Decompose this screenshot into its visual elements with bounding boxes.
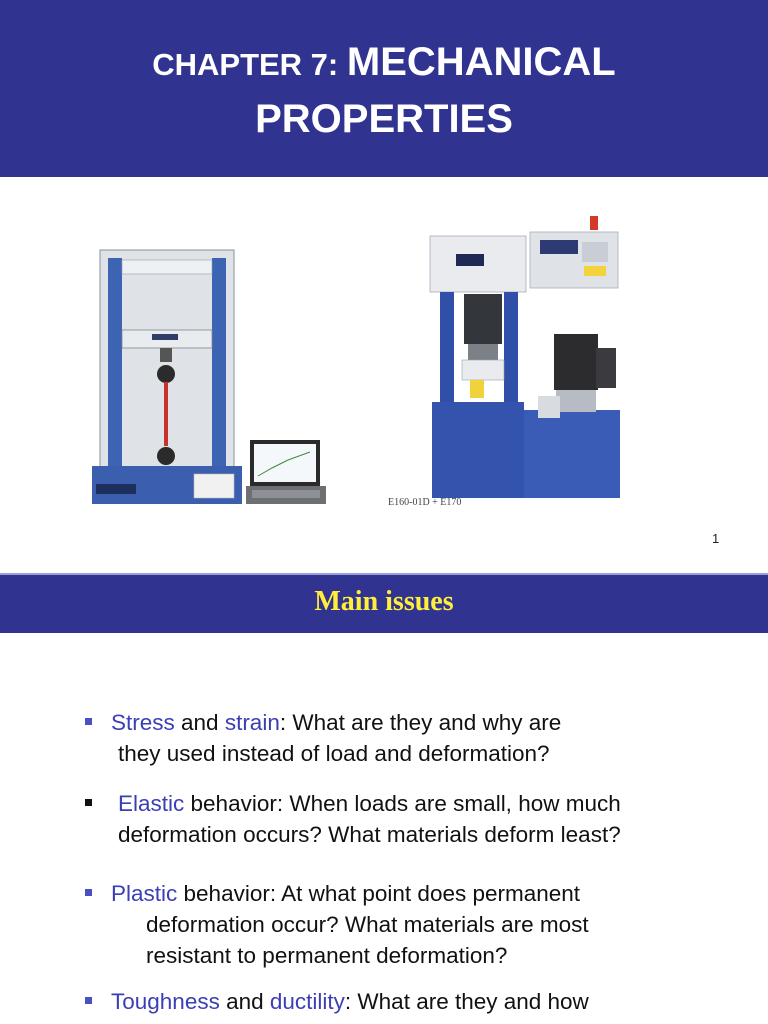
bullet-marker	[85, 889, 92, 896]
bullet-text: : What are they and why are	[279, 710, 562, 735]
slide1-title	[0, 38, 768, 143]
bullet-text: deformation occurs? What materials deform least?	[118, 822, 621, 847]
title-main: MECHANICAL	[346, 40, 616, 84]
bullet-line	[111, 878, 768, 909]
term: ductility	[269, 989, 345, 1014]
bullet-text: they used instead of load and deformation?	[118, 741, 550, 766]
bullet-line	[111, 986, 768, 1017]
bullet-text: : What are they and how	[344, 989, 589, 1014]
bullet-text: resistant to permanent deformation?	[146, 943, 508, 968]
joiner: and	[219, 989, 270, 1014]
term: Toughness	[111, 989, 220, 1014]
tensile-testing-machine-photo	[90, 248, 330, 510]
term: Plastic	[111, 881, 178, 906]
term: Stress	[111, 710, 175, 735]
joiner: and	[174, 710, 225, 735]
page-number: 1	[712, 531, 720, 546]
compression-testing-machine-photo	[420, 214, 625, 502]
term: Elastic	[118, 791, 185, 816]
bullet-text: behavior: At what point does permanent	[177, 881, 581, 906]
bullet-line	[118, 788, 768, 819]
bullet-marker	[85, 997, 92, 1004]
bullet-marker	[85, 799, 92, 806]
bullet-marker	[85, 718, 92, 725]
title-prefix: CHAPTER 7:	[152, 47, 347, 82]
bullet-text: behavior: When loads are small, how much	[184, 791, 621, 816]
bullet-line	[111, 707, 768, 738]
bullet-text: deformation occur? What materials are most	[146, 912, 589, 937]
title-line2: PROPERTIES	[255, 97, 513, 141]
slide2-title: Main issues	[314, 586, 454, 617]
photo-caption: E160-01D + E170	[388, 497, 462, 508]
term: strain	[224, 710, 280, 735]
